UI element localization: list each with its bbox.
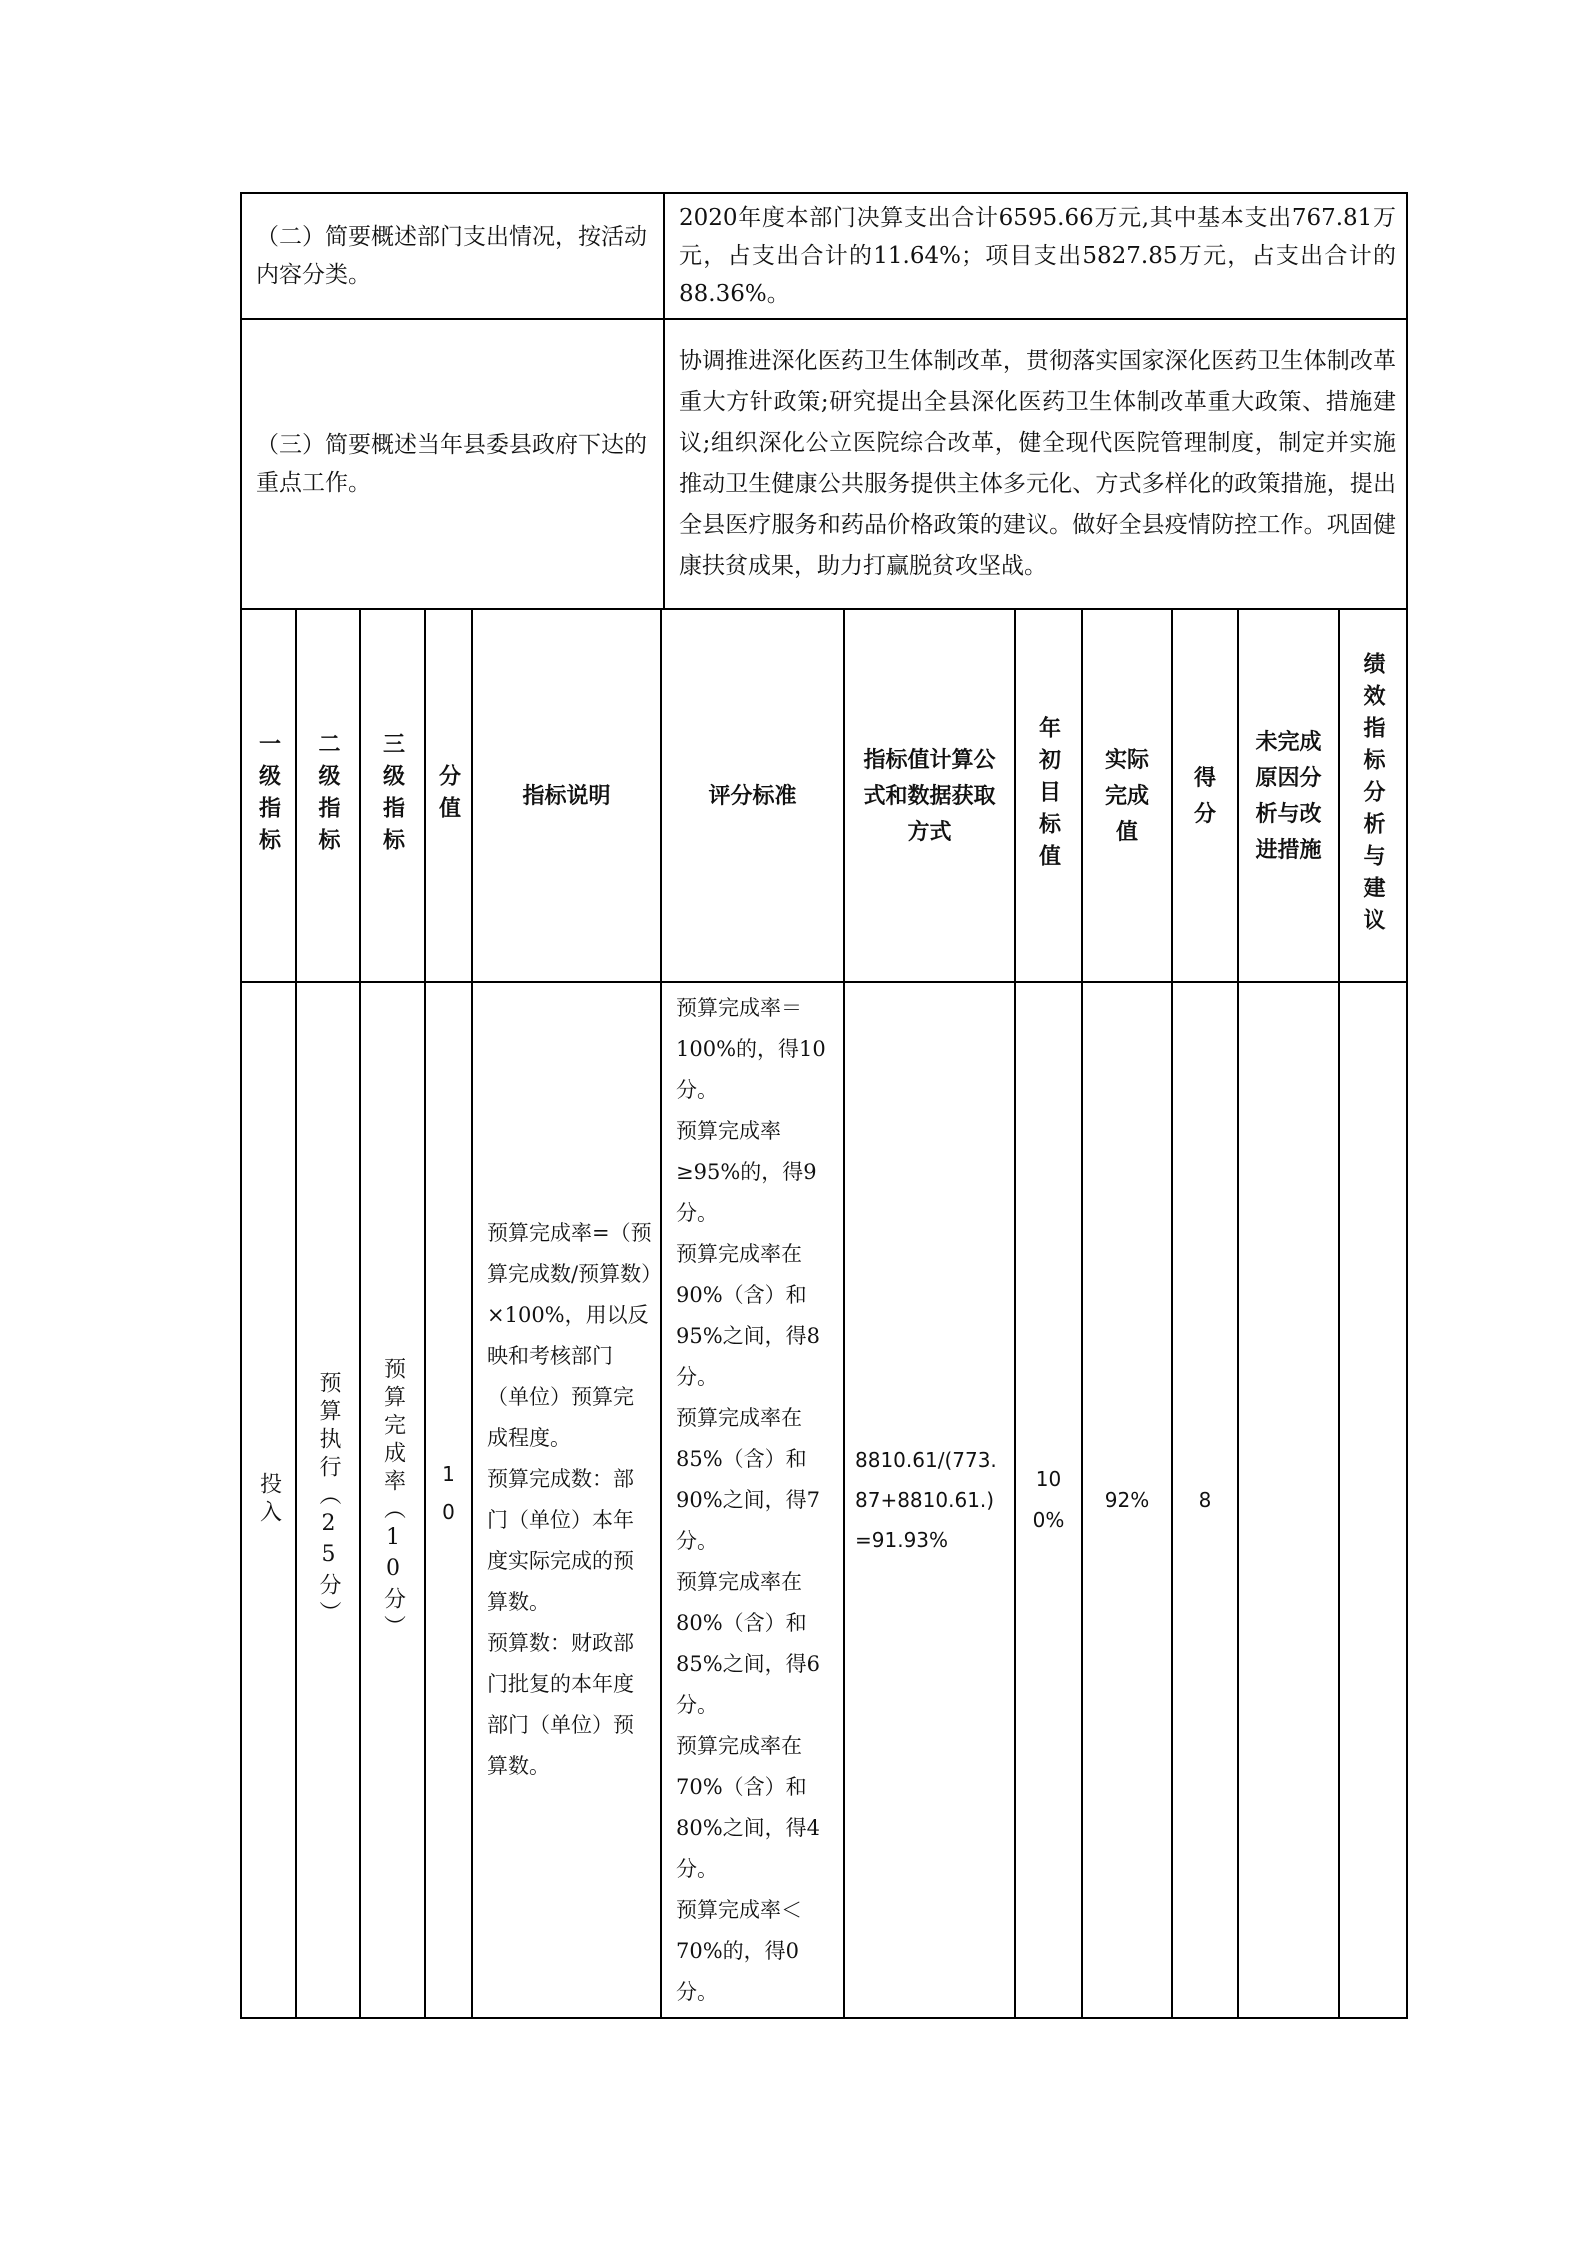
header-level2: 二级指标 bbox=[296, 609, 360, 982]
cell-analysis bbox=[1339, 982, 1407, 2018]
section3-label-cell bbox=[241, 319, 664, 609]
section2-content-cell bbox=[664, 193, 1407, 319]
header-score: 得分 bbox=[1172, 609, 1238, 982]
header-level1: 一级指标 bbox=[241, 609, 296, 982]
criteria-line: 预算完成率在80%（含）和85%之间，得6分。 bbox=[676, 1569, 821, 1717]
description-line: 预算数：财政部门批复的本年度部门（单位）预算数。 bbox=[487, 1631, 634, 1778]
document-page bbox=[240, 192, 1406, 2019]
cell-formula: 8810.61/(773.87+8810.61.)=91.93% bbox=[844, 982, 1015, 2018]
cell-score: 8 bbox=[1172, 982, 1238, 2018]
description-line: 预算完成率=（预算完成数/预算数）×100%，用以反映和考核部门（单位）预算完成程度。 bbox=[487, 1221, 652, 1450]
description-list bbox=[473, 1213, 660, 1787]
criteria-list bbox=[662, 988, 843, 2013]
section3-content-cell bbox=[664, 319, 1407, 609]
criteria-line: 预算完成率在85%（含）和90%之间，得7分。 bbox=[676, 1405, 821, 1553]
section2-label: （二）简要概述部门支出情况，按活动内容分类。 bbox=[256, 224, 647, 288]
overview-table bbox=[240, 192, 1408, 610]
description-line: 预算完成数：部门（单位）本年度实际完成的预算数。 bbox=[487, 1467, 634, 1614]
section3-content: 协调推进深化医药卫生体制改革，贯彻落实国家深化医药卫生体制改革重大方针政策;研究提出全县深化医药卫生体制改革重大政策、措施建议;组织深化公立医院综合改革，健全现代医院管理制度，制定并实施推动卫生健康公共服务提供主体多元化、方式多样化的政策措施，提出全县医疗服务和药品价格政策的建议。做好全县疫情防控工作。巩固健康扶贫成果，助力打赢脱贫攻坚战。 bbox=[679, 348, 1396, 579]
criteria-line: 预算完成率≥95%的，得9分。 bbox=[676, 1118, 817, 1225]
section3-row bbox=[241, 319, 1407, 609]
cell-level2: 预算执行（25分） bbox=[296, 982, 360, 2018]
header-criteria: 评分标准 bbox=[661, 609, 844, 982]
criteria-line: 预算完成率＜70%的，得0分。 bbox=[676, 1897, 802, 2004]
section3-label: （三）简要概述当年县委县政府下达的重点工作。 bbox=[256, 432, 647, 496]
header-reason: 未完成原因分析与改进措施 bbox=[1238, 609, 1339, 982]
header-level3: 三级指标 bbox=[360, 609, 425, 982]
header-analysis: 绩效指标分析与建议 bbox=[1339, 609, 1407, 982]
section2-row bbox=[241, 193, 1407, 319]
indicator-table bbox=[240, 608, 1408, 2019]
cell-criteria bbox=[661, 982, 844, 2018]
cell-description bbox=[472, 982, 661, 2018]
cell-target: 100% bbox=[1015, 982, 1082, 2018]
header-formula: 指标值计算公式和数据获取方式 bbox=[844, 609, 1015, 982]
cell-reason bbox=[1238, 982, 1339, 2018]
criteria-line: 预算完成率在90%（含）和95%之间，得8分。 bbox=[676, 1241, 821, 1389]
cell-actual: 92% bbox=[1082, 982, 1172, 2018]
criteria-line: 预算完成率＝100%的，得10分。 bbox=[676, 995, 826, 1102]
header-actual: 实际完成值 bbox=[1082, 609, 1172, 982]
section2-label-cell bbox=[241, 193, 664, 319]
cell-level1: 投入 bbox=[241, 982, 296, 2018]
cell-level3: 预算完成率（10分） bbox=[360, 982, 425, 2018]
header-description: 指标说明 bbox=[472, 609, 661, 982]
section2-content: 2020年度本部门决算支出合计6595.66万元,其中基本支出767.81万元，占支出合计的11.64%；项目支出5827.85万元，占支出合计的88.36%。 bbox=[679, 205, 1396, 307]
criteria-line: 预算完成率在70%（含）和80%之间，得4分。 bbox=[676, 1733, 821, 1881]
header-row bbox=[241, 609, 1407, 982]
cell-score-value: 10 bbox=[425, 982, 472, 2018]
header-score-value: 分值 bbox=[425, 609, 472, 982]
header-target: 年初目标值 bbox=[1015, 609, 1082, 982]
indicator-row bbox=[241, 982, 1407, 2018]
